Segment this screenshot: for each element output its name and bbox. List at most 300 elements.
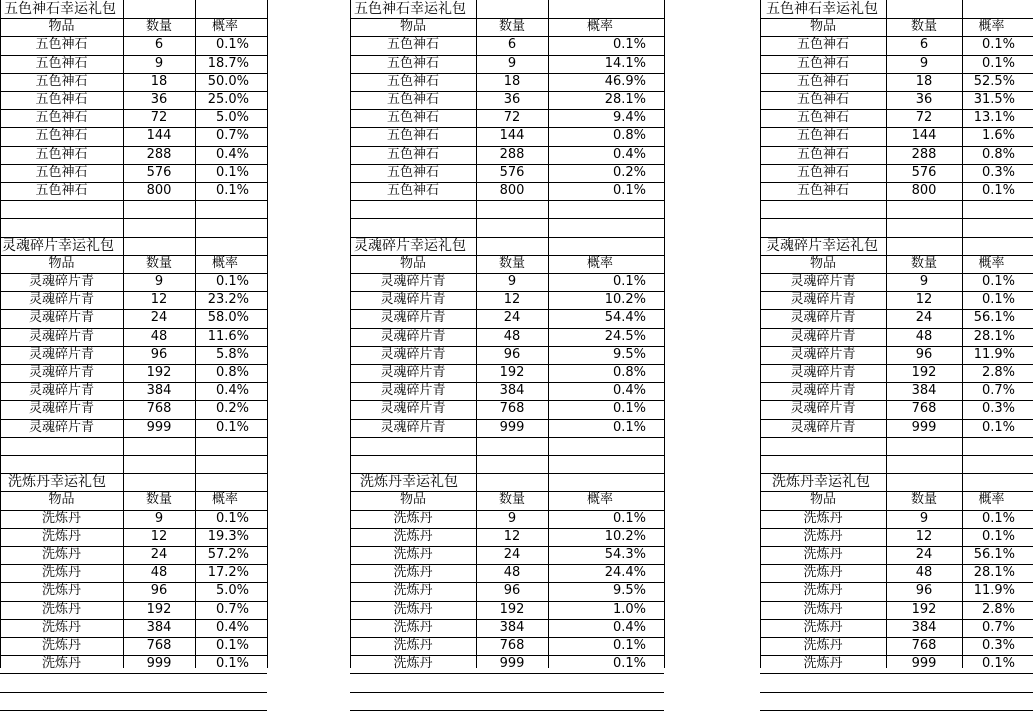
probability-cell[interactable]: 0.1%	[612, 638, 646, 653]
grid-line-vertical	[195, 237, 196, 474]
probability-cell[interactable]: 0.2%	[612, 164, 646, 180]
grid-line-vertical	[195, 473, 196, 668]
quantity-cell[interactable]: 9	[507, 55, 517, 71]
quantity-cell[interactable]: 96	[503, 583, 521, 599]
column-header-item[interactable]: 物品	[399, 255, 426, 271]
quantity-cell[interactable]: 288	[911, 146, 937, 162]
quantity-cell[interactable]: 192	[911, 601, 937, 617]
quantity-cell[interactable]: 9	[507, 510, 517, 526]
item-name-cell[interactable]: 洗炼丹	[41, 565, 81, 581]
quantity-cell[interactable]: 6	[507, 37, 517, 53]
quantity-cell[interactable]: 9	[154, 274, 164, 289]
item-name-cell[interactable]: 灵魂碎片青	[380, 419, 446, 435]
grid-line-vertical	[267, 237, 268, 474]
quantity-cell[interactable]: 36	[915, 92, 933, 107]
item-name-cell[interactable]: 五色神石	[386, 92, 439, 107]
probability-cell[interactable]: 0.1%	[981, 528, 1015, 544]
quantity-cell[interactable]: 96	[150, 346, 168, 362]
column-header-item[interactable]: 物品	[48, 492, 75, 508]
column-header-probability[interactable]: 概率	[211, 255, 238, 271]
quantity-cell[interactable]: 12	[150, 528, 168, 544]
quantity-cell[interactable]: 72	[503, 110, 521, 126]
probability-cell[interactable]: 0.4%	[215, 146, 249, 162]
item-name-cell[interactable]: 灵魂碎片青	[380, 383, 446, 399]
probability-cell[interactable]: 9.5%	[612, 583, 646, 599]
item-name-cell[interactable]: 五色神石	[796, 110, 849, 126]
item-name-cell[interactable]: 五色神石	[35, 164, 88, 180]
quantity-cell[interactable]: 192	[499, 601, 525, 617]
item-name-cell[interactable]: 洗炼丹	[803, 528, 843, 544]
probability-cell[interactable]: 56.1%	[973, 310, 1015, 326]
item-name-cell[interactable]: 五色神石	[796, 92, 849, 107]
grid-line-horizontal	[0, 200, 267, 201]
quantity-cell[interactable]: 96	[503, 346, 521, 362]
quantity-cell[interactable]: 800	[499, 183, 525, 198]
section-title[interactable]: 灵魂碎片幸运礼包	[354, 237, 466, 254]
probability-cell[interactable]: 0.1%	[215, 274, 249, 289]
quantity-cell[interactable]: 6	[154, 37, 164, 53]
quantity-cell[interactable]: 72	[150, 110, 168, 126]
probability-cell[interactable]: 0.1%	[981, 55, 1015, 71]
probability-cell[interactable]: 52.5%	[973, 73, 1015, 89]
quantity-cell[interactable]: 384	[911, 619, 937, 635]
item-name-cell[interactable]: 洗炼丹	[803, 619, 843, 635]
probability-cell[interactable]: 46.9%	[604, 73, 646, 89]
quantity-cell[interactable]: 18	[150, 73, 168, 89]
item-name-cell[interactable]: 灵魂碎片青	[28, 328, 94, 344]
quantity-cell[interactable]: 48	[503, 328, 521, 344]
item-name-cell[interactable]: 洗炼丹	[393, 510, 433, 526]
grid-line-vertical	[350, 237, 351, 474]
grid-line-vertical	[0, 473, 1, 668]
probability-cell[interactable]: 28.1%	[604, 92, 646, 107]
item-name-cell[interactable]: 五色神石	[796, 37, 849, 53]
section-title[interactable]: 洗炼丹幸运礼包	[772, 474, 870, 491]
quantity-cell[interactable]: 24	[150, 310, 168, 326]
probability-cell[interactable]: 5.0%	[215, 110, 249, 126]
item-name-cell[interactable]: 洗炼丹	[803, 638, 843, 653]
probability-cell[interactable]: 0.1%	[981, 419, 1015, 435]
quantity-cell[interactable]: 576	[146, 164, 172, 180]
quantity-cell[interactable]: 384	[911, 383, 937, 399]
quantity-cell[interactable]: 999	[911, 656, 937, 672]
item-name-cell[interactable]: 五色神石	[386, 128, 439, 144]
probability-cell[interactable]: 19.3%	[207, 528, 249, 544]
quantity-cell[interactable]: 192	[146, 365, 172, 380]
item-name-cell[interactable]: 灵魂碎片青	[790, 401, 856, 417]
item-name-cell[interactable]: 五色神石	[386, 73, 439, 89]
item-name-cell[interactable]: 洗炼丹	[393, 547, 433, 562]
column-header-probability[interactable]: 概率	[586, 492, 613, 508]
probability-cell[interactable]: 11.6%	[207, 328, 249, 344]
quantity-cell[interactable]: 768	[499, 401, 525, 417]
probability-cell[interactable]: 0.7%	[215, 128, 249, 144]
quantity-cell[interactable]: 12	[503, 292, 521, 308]
quantity-cell[interactable]: 999	[146, 656, 172, 672]
probability-cell[interactable]: 10.2%	[604, 528, 646, 544]
probability-cell[interactable]: 5.8%	[215, 346, 249, 362]
quantity-cell[interactable]: 288	[146, 146, 172, 162]
item-name-cell[interactable]: 灵魂碎片青	[28, 310, 94, 326]
probability-cell[interactable]: 0.4%	[215, 619, 249, 635]
grid-line-vertical	[123, 237, 124, 474]
item-name-cell[interactable]: 灵魂碎片青	[380, 310, 446, 326]
probability-cell[interactable]: 10.2%	[604, 292, 646, 308]
probability-cell[interactable]: 0.8%	[215, 365, 249, 380]
probability-cell[interactable]: 18.7%	[207, 55, 249, 71]
quantity-cell[interactable]: 48	[915, 328, 933, 344]
quantity-cell[interactable]: 384	[146, 383, 172, 399]
probability-cell[interactable]: 31.5%	[973, 92, 1015, 107]
quantity-cell[interactable]: 48	[915, 565, 933, 581]
item-name-cell[interactable]: 洗炼丹	[803, 565, 843, 581]
probability-cell[interactable]: 0.1%	[981, 510, 1015, 526]
item-name-cell[interactable]: 灵魂碎片青	[28, 274, 94, 289]
column-header-quantity[interactable]: 数量	[498, 492, 525, 508]
item-name-cell[interactable]: 洗炼丹	[41, 656, 81, 672]
item-name-cell[interactable]: 五色神石	[35, 183, 88, 198]
quantity-cell[interactable]: 9	[154, 55, 164, 71]
item-name-cell[interactable]: 洗炼丹	[803, 656, 843, 672]
quantity-cell[interactable]: 384	[499, 619, 525, 635]
quantity-cell[interactable]: 24	[150, 547, 168, 562]
section-title[interactable]: 五色神石幸运礼包	[354, 1, 466, 17]
item-name-cell[interactable]: 洗炼丹	[393, 656, 433, 672]
grid-line-vertical	[962, 473, 963, 668]
probability-cell[interactable]: 23.2%	[207, 292, 249, 308]
grid-line-horizontal	[760, 673, 1033, 674]
column-header-quantity[interactable]: 数量	[910, 19, 937, 35]
quantity-cell[interactable]: 768	[146, 638, 172, 653]
grid-line-horizontal	[760, 218, 1033, 219]
quantity-cell[interactable]: 144	[499, 128, 525, 144]
quantity-cell[interactable]: 9	[919, 274, 929, 289]
probability-cell[interactable]: 25.0%	[207, 92, 249, 107]
grid-line-vertical	[123, 473, 124, 668]
quantity-cell[interactable]: 48	[150, 565, 168, 581]
probability-cell[interactable]: 0.3%	[981, 164, 1015, 180]
section-title[interactable]: 灵魂碎片幸运礼包	[2, 237, 114, 254]
item-name-cell[interactable]: 灵魂碎片青	[790, 328, 856, 344]
probability-cell[interactable]: 11.9%	[973, 346, 1015, 362]
column-header-probability[interactable]: 概率	[978, 492, 1005, 508]
item-name-cell[interactable]: 洗炼丹	[393, 565, 433, 581]
probability-cell[interactable]: 0.1%	[612, 274, 646, 289]
probability-cell[interactable]: 0.1%	[612, 419, 646, 435]
quantity-cell[interactable]: 999	[499, 656, 525, 672]
item-name-cell[interactable]: 灵魂碎片青	[380, 401, 446, 417]
quantity-cell[interactable]: 18	[503, 73, 521, 89]
quantity-cell[interactable]: 576	[499, 164, 525, 180]
probability-cell[interactable]: 9.5%	[612, 346, 646, 362]
probability-cell[interactable]: 50.0%	[207, 73, 249, 89]
column-header-quantity[interactable]: 数量	[910, 492, 937, 508]
quantity-cell[interactable]: 999	[146, 419, 172, 435]
probability-cell[interactable]: 0.1%	[215, 37, 249, 53]
item-name-cell[interactable]: 灵魂碎片青	[28, 419, 94, 435]
item-name-cell[interactable]: 灵魂碎片青	[380, 292, 446, 308]
item-name-cell[interactable]: 五色神石	[796, 183, 849, 198]
column-header-item[interactable]: 物品	[48, 19, 75, 35]
probability-cell[interactable]: 5.0%	[215, 583, 249, 599]
grid-line-vertical	[962, 237, 963, 474]
item-name-cell[interactable]: 五色神石	[35, 37, 88, 53]
section-title[interactable]: 洗炼丹幸运礼包	[8, 474, 106, 491]
item-name-cell[interactable]: 五色神石	[35, 73, 88, 89]
probability-cell[interactable]: 2.8%	[981, 365, 1015, 380]
column-header-item[interactable]: 物品	[48, 255, 75, 271]
grid-line-vertical	[760, 473, 761, 668]
probability-cell[interactable]: 24.5%	[604, 328, 646, 344]
probability-cell[interactable]: 0.1%	[981, 274, 1015, 289]
probability-cell[interactable]: 2.8%	[981, 601, 1015, 617]
item-name-cell[interactable]: 洗炼丹	[803, 583, 843, 599]
probability-cell[interactable]: 0.1%	[612, 510, 646, 526]
item-name-cell[interactable]: 五色神石	[386, 146, 439, 162]
probability-cell[interactable]: 0.1%	[612, 183, 646, 198]
item-name-cell[interactable]: 灵魂碎片青	[790, 292, 856, 308]
probability-cell[interactable]: 17.2%	[207, 565, 249, 581]
item-name-cell[interactable]: 洗炼丹	[393, 619, 433, 635]
item-name-cell[interactable]: 五色神石	[35, 92, 88, 107]
quantity-cell[interactable]: 9	[919, 510, 929, 526]
column-header-quantity[interactable]: 数量	[145, 492, 172, 508]
quantity-cell[interactable]: 72	[915, 110, 933, 126]
quantity-cell[interactable]: 999	[911, 419, 937, 435]
quantity-cell[interactable]: 12	[150, 292, 168, 308]
quantity-cell[interactable]: 36	[503, 92, 521, 107]
column-header-item[interactable]: 物品	[809, 19, 836, 35]
probability-cell[interactable]: 11.9%	[973, 583, 1015, 599]
column-header-item[interactable]: 物品	[399, 492, 426, 508]
probability-cell[interactable]: 54.3%	[604, 547, 646, 562]
probability-cell[interactable]: 0.8%	[981, 146, 1015, 162]
quantity-cell[interactable]: 9	[507, 274, 517, 289]
grid-line-vertical	[476, 0, 477, 237]
item-name-cell[interactable]: 五色神石	[796, 146, 849, 162]
section-title[interactable]: 五色神石幸运礼包	[4, 1, 116, 17]
probability-cell[interactable]: 0.1%	[612, 656, 646, 672]
section-title[interactable]: 五色神石幸运礼包	[766, 1, 878, 17]
probability-cell[interactable]: 0.1%	[981, 37, 1015, 53]
item-name-cell[interactable]: 洗炼丹	[803, 510, 843, 526]
column-header-quantity[interactable]: 数量	[910, 255, 937, 271]
quantity-cell[interactable]: 192	[499, 365, 525, 380]
probability-cell[interactable]: 0.1%	[981, 292, 1015, 308]
probability-cell[interactable]: 1.0%	[612, 601, 646, 617]
quantity-cell[interactable]: 12	[915, 528, 933, 544]
probability-cell[interactable]: 0.4%	[215, 383, 249, 399]
quantity-cell[interactable]: 144	[146, 128, 172, 144]
probability-cell[interactable]: 0.1%	[612, 401, 646, 417]
item-name-cell[interactable]: 洗炼丹	[41, 510, 81, 526]
quantity-cell[interactable]: 800	[911, 183, 937, 198]
column-header-probability[interactable]: 概率	[586, 19, 613, 35]
probability-cell[interactable]: 0.8%	[612, 365, 646, 380]
probability-cell[interactable]: 58.0%	[207, 310, 249, 326]
quantity-cell[interactable]: 24	[503, 310, 521, 326]
probability-cell[interactable]: 13.1%	[973, 110, 1015, 126]
item-name-cell[interactable]: 洗炼丹	[41, 583, 81, 599]
item-name-cell[interactable]: 五色神石	[386, 110, 439, 126]
quantity-cell[interactable]: 768	[911, 401, 937, 417]
column-header-probability[interactable]: 概率	[978, 255, 1005, 271]
column-header-quantity[interactable]: 数量	[498, 255, 525, 271]
item-name-cell[interactable]: 灵魂碎片青	[790, 310, 856, 326]
item-name-cell[interactable]: 灵魂碎片青	[790, 346, 856, 362]
item-name-cell[interactable]: 五色神石	[386, 37, 439, 53]
probability-cell[interactable]: 0.2%	[215, 401, 249, 417]
probability-cell[interactable]: 14.1%	[604, 55, 646, 71]
probability-cell[interactable]: 0.1%	[215, 510, 249, 526]
column-header-probability[interactable]: 概率	[211, 19, 238, 35]
probability-cell[interactable]: 0.3%	[981, 638, 1015, 653]
item-name-cell[interactable]: 洗炼丹	[393, 638, 433, 653]
grid-line-vertical	[548, 0, 549, 237]
item-name-cell[interactable]: 五色神石	[35, 110, 88, 126]
probability-cell[interactable]: 9.4%	[612, 110, 646, 126]
probability-cell[interactable]: 57.2%	[207, 547, 249, 562]
item-name-cell[interactable]: 灵魂碎片青	[380, 328, 446, 344]
probability-cell[interactable]: 56.1%	[973, 547, 1015, 562]
probability-cell[interactable]: 0.1%	[215, 638, 249, 653]
item-name-cell[interactable]: 洗炼丹	[41, 601, 81, 617]
probability-cell[interactable]: 0.1%	[612, 37, 646, 53]
quantity-cell[interactable]: 12	[503, 528, 521, 544]
quantity-cell[interactable]: 9	[154, 510, 164, 526]
quantity-cell[interactable]: 48	[503, 565, 521, 581]
item-name-cell[interactable]: 灵魂碎片青	[380, 274, 446, 289]
probability-cell[interactable]: 0.1%	[981, 183, 1015, 198]
quantity-cell[interactable]: 576	[911, 164, 937, 180]
probability-cell[interactable]: 0.8%	[612, 128, 646, 144]
quantity-cell[interactable]: 18	[915, 73, 933, 89]
grid-line-vertical	[0, 0, 1, 237]
grid-line-horizontal	[760, 455, 1033, 456]
quantity-cell[interactable]: 6	[919, 37, 929, 53]
probability-cell[interactable]: 54.4%	[604, 310, 646, 326]
grid-line-horizontal	[350, 200, 664, 201]
quantity-cell[interactable]: 24	[915, 547, 933, 562]
probability-cell[interactable]: 28.1%	[973, 565, 1015, 581]
grid-line-vertical	[123, 0, 124, 237]
item-name-cell[interactable]: 五色神石	[386, 183, 439, 198]
probability-cell[interactable]: 0.1%	[981, 656, 1015, 672]
item-name-cell[interactable]: 洗炼丹	[41, 547, 81, 562]
item-name-cell[interactable]: 五色神石	[796, 55, 849, 71]
column-header-probability[interactable]: 概率	[978, 19, 1005, 35]
item-name-cell[interactable]: 洗炼丹	[803, 547, 843, 562]
quantity-cell[interactable]: 768	[146, 401, 172, 417]
quantity-cell[interactable]: 999	[499, 419, 525, 435]
probability-cell[interactable]: 28.1%	[973, 328, 1015, 344]
item-name-cell[interactable]: 灵魂碎片青	[28, 383, 94, 399]
column-header-item[interactable]: 物品	[399, 19, 426, 35]
item-name-cell[interactable]: 灵魂碎片青	[790, 365, 856, 380]
item-name-cell[interactable]: 灵魂碎片青	[790, 274, 856, 289]
column-header-probability[interactable]: 概率	[211, 492, 238, 508]
item-name-cell[interactable]: 洗炼丹	[41, 619, 81, 635]
column-header-quantity[interactable]: 数量	[145, 19, 172, 35]
item-name-cell[interactable]: 洗炼丹	[803, 601, 843, 617]
quantity-cell[interactable]: 96	[915, 583, 933, 599]
item-name-cell[interactable]: 灵魂碎片青	[28, 346, 94, 362]
column-header-item[interactable]: 物品	[809, 492, 836, 508]
item-name-cell[interactable]: 五色神石	[35, 146, 88, 162]
item-name-cell[interactable]: 洗炼丹	[41, 638, 81, 653]
column-header-item[interactable]: 物品	[809, 255, 836, 271]
column-header-quantity[interactable]: 数量	[145, 255, 172, 271]
quantity-cell[interactable]: 12	[915, 292, 933, 308]
item-name-cell[interactable]: 五色神石	[796, 164, 849, 180]
section-title[interactable]: 洗炼丹幸运礼包	[360, 474, 458, 491]
item-name-cell[interactable]: 洗炼丹	[41, 528, 81, 544]
quantity-cell[interactable]: 192	[146, 601, 172, 617]
probability-cell[interactable]: 0.1%	[215, 164, 249, 180]
item-name-cell[interactable]: 五色神石	[796, 73, 849, 89]
item-name-cell[interactable]: 灵魂碎片青	[28, 292, 94, 308]
probability-cell[interactable]: 0.4%	[612, 383, 646, 399]
probability-cell[interactable]: 0.1%	[215, 419, 249, 435]
item-name-cell[interactable]: 灵魂碎片青	[380, 365, 446, 380]
quantity-cell[interactable]: 800	[146, 183, 172, 198]
item-name-cell[interactable]: 洗炼丹	[393, 528, 433, 544]
probability-cell[interactable]: 0.7%	[215, 601, 249, 617]
item-name-cell[interactable]: 灵魂碎片青	[790, 383, 856, 399]
probability-cell[interactable]: 0.4%	[612, 619, 646, 635]
probability-cell[interactable]: 0.7%	[981, 619, 1015, 635]
column-header-probability[interactable]: 概率	[586, 255, 613, 271]
item-name-cell[interactable]: 洗炼丹	[393, 601, 433, 617]
item-name-cell[interactable]: 洗炼丹	[393, 583, 433, 599]
quantity-cell[interactable]: 24	[503, 547, 521, 562]
quantity-cell[interactable]: 36	[150, 92, 168, 107]
quantity-cell[interactable]: 768	[499, 638, 525, 653]
quantity-cell[interactable]: 48	[150, 328, 168, 344]
probability-cell[interactable]: 0.7%	[981, 383, 1015, 399]
quantity-cell[interactable]: 768	[911, 638, 937, 653]
probability-cell[interactable]: 0.1%	[215, 183, 249, 198]
probability-cell[interactable]: 0.3%	[981, 401, 1015, 417]
item-name-cell[interactable]: 五色神石	[386, 55, 439, 71]
grid-line-horizontal	[0, 455, 267, 456]
item-name-cell[interactable]: 五色神石	[35, 55, 88, 71]
probability-cell[interactable]: 0.4%	[612, 146, 646, 162]
quantity-cell[interactable]: 144	[911, 128, 937, 144]
probability-cell[interactable]: 1.6%	[981, 128, 1015, 144]
quantity-cell[interactable]: 384	[146, 619, 172, 635]
section-title[interactable]: 灵魂碎片幸运礼包	[766, 237, 878, 254]
quantity-cell[interactable]: 288	[499, 146, 525, 162]
quantity-cell[interactable]: 384	[499, 383, 525, 399]
item-name-cell[interactable]: 灵魂碎片青	[28, 401, 94, 417]
item-name-cell[interactable]: 五色神石	[386, 164, 439, 180]
column-header-quantity[interactable]: 数量	[498, 19, 525, 35]
probability-cell[interactable]: 24.4%	[604, 565, 646, 581]
grid-line-vertical	[0, 237, 1, 474]
item-name-cell[interactable]: 灵魂碎片青	[380, 346, 446, 362]
quantity-cell[interactable]: 192	[911, 365, 937, 380]
quantity-cell[interactable]: 96	[915, 346, 933, 362]
item-name-cell[interactable]: 五色神石	[35, 128, 88, 144]
quantity-cell[interactable]: 9	[919, 55, 929, 71]
quantity-cell[interactable]: 96	[150, 583, 168, 599]
item-name-cell[interactable]: 灵魂碎片青	[28, 365, 94, 380]
item-name-cell[interactable]: 五色神石	[796, 128, 849, 144]
item-name-cell[interactable]: 灵魂碎片青	[790, 419, 856, 435]
quantity-cell[interactable]: 24	[915, 310, 933, 326]
probability-cell[interactable]: 0.1%	[215, 656, 249, 672]
